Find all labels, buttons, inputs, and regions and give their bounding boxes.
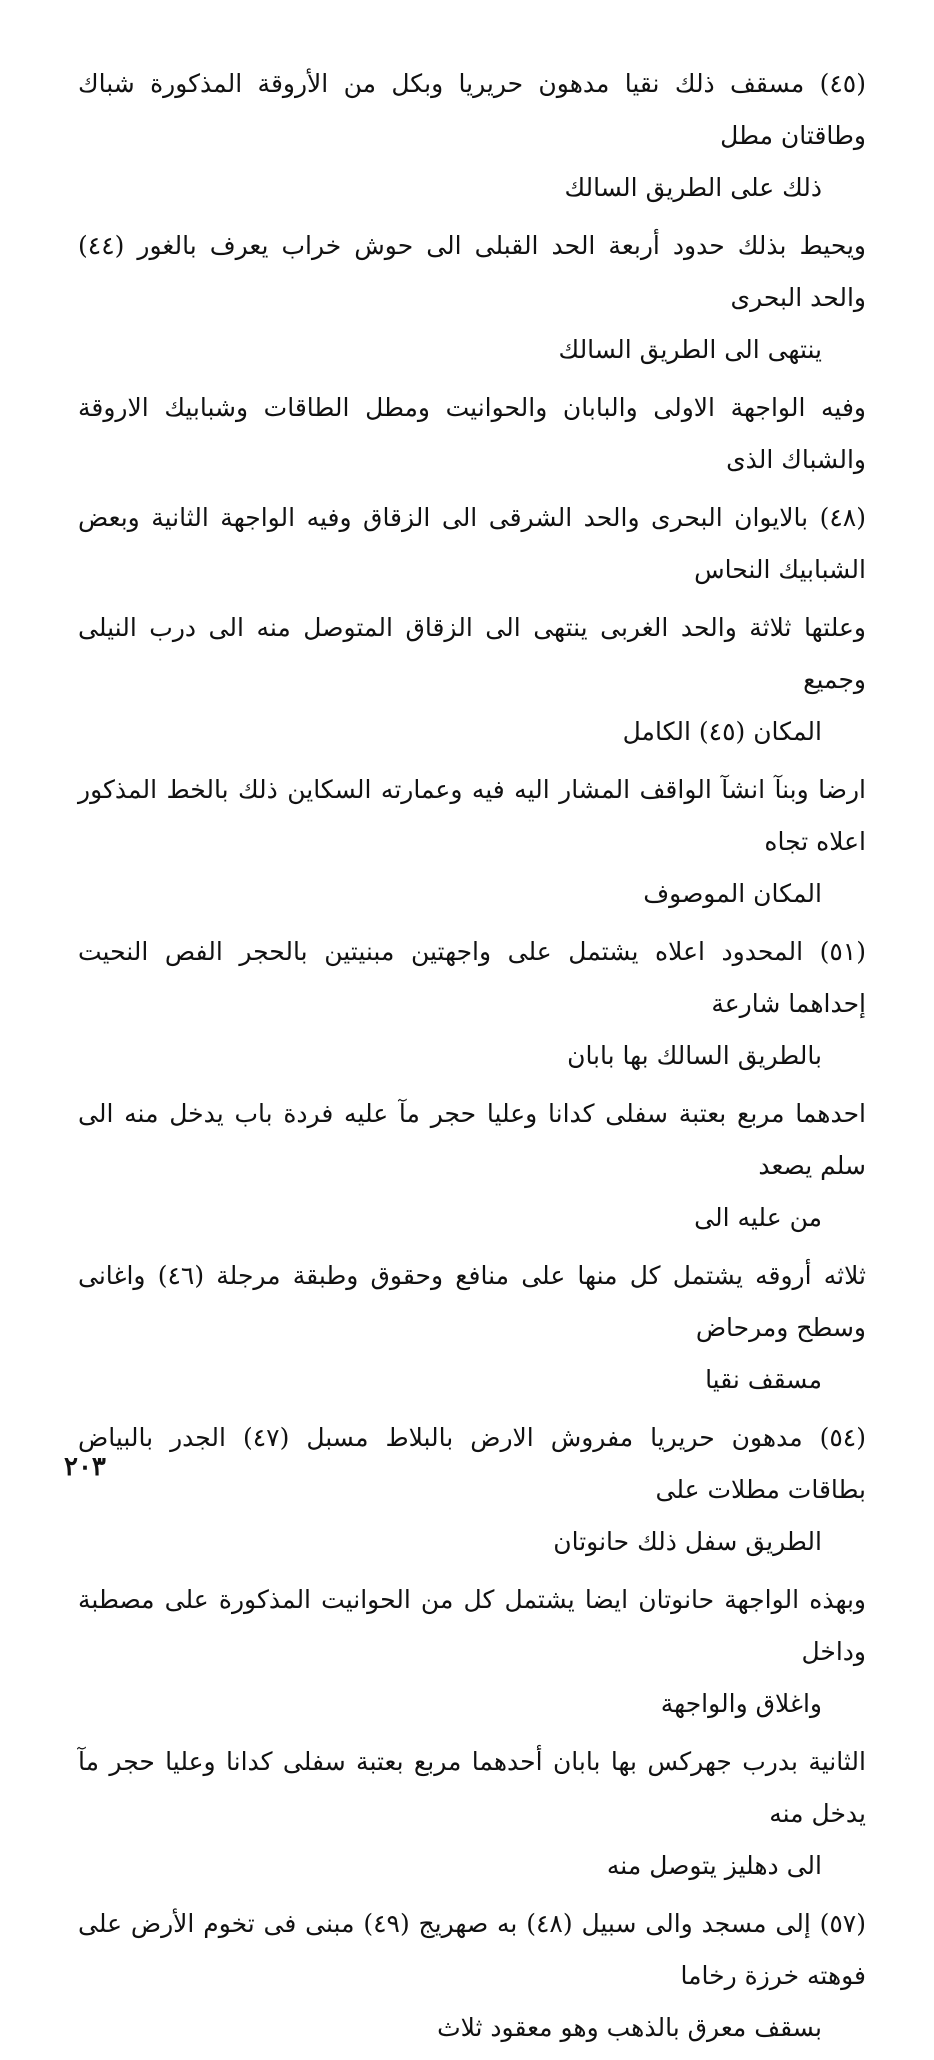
paragraph-13 bbox=[78, 1898, 866, 2054]
paragraph-line: ثلاثه أروقه يشتمل كل منها على منافع وحقوق وطبقة مرجلة (٤٦) واغانى وسطح ومرحاض bbox=[78, 1261, 866, 1342]
paragraph-1 bbox=[78, 58, 866, 214]
paragraph-continuation: بسقف معرق بالذهب وهو معقود ثلاث bbox=[437, 2013, 822, 2042]
paragraph-continuation: ذلك على الطريق السالك bbox=[564, 173, 822, 202]
paragraph-line: الثانية بدرب جهركس بها بابان أحدهما مربع بعتبة سفلى كدانا وعليا حجر مآ يدخل منه bbox=[78, 1747, 866, 1828]
paragraph-continuation: من عليه الى bbox=[694, 1203, 822, 1232]
paragraph-continuation: واغلاق والواجهة bbox=[660, 1689, 822, 1718]
paragraph-9 bbox=[78, 1250, 866, 1406]
paragraph-continuation: الى دهليز يتوصل منه bbox=[606, 1851, 822, 1880]
paragraph-line: (٥١) المحدود اعلاه يشتمل على واجهتين مبنيتين بالحجر الفص النحيت إحداهما شارعة bbox=[78, 937, 866, 1018]
paragraph-line: احدهما مربع بعتبة سفلى كدانا وعليا حجر مآ عليه فردة باب يدخل منه الى سلم يصعد bbox=[78, 1099, 866, 1180]
paragraph-continuation: ينتهى الى الطريق السالك bbox=[558, 335, 822, 364]
paragraph-5 bbox=[78, 602, 866, 758]
paragraph-continuation: المكان الموصوف bbox=[643, 879, 822, 908]
paragraph-continuation: بالطريق السالك بها بابان bbox=[567, 1041, 822, 1070]
paragraph-11 bbox=[78, 1574, 866, 1730]
paragraph-12 bbox=[78, 1736, 866, 1892]
paragraph-line: وبهذه الواجهة حانوتان ايضا يشتمل كل من الحوانيت المذكورة على مصطبة وداخل bbox=[78, 1585, 866, 1666]
paragraph-10 bbox=[78, 1412, 866, 1568]
paragraph-2 bbox=[78, 220, 866, 376]
paragraph-line: (٤٨) بالايوان البحرى والحد الشرقى الى الزقاق وفيه الواجهة الثانية وبعض الشبابيك النحاس bbox=[78, 503, 866, 584]
paragraph-7 bbox=[78, 926, 866, 1082]
paragraph-3 bbox=[78, 382, 866, 486]
paragraph-line: (٤٥) مسقف ذلك نقيا مدهون حريريا وبكل من الأروقة المذكورة شباك وطاقتان مطل bbox=[78, 69, 866, 150]
paragraph-continuation: المكان (٤٥) الكامل bbox=[622, 717, 822, 746]
paragraph-line: ارضا وبنآ انشآ الواقف المشار اليه فيه وعمارته السكاين ذلك بالخط المذكور اعلاه تجاه bbox=[78, 775, 866, 856]
paragraph-line: وفيه الواجهة الاولى والبابان والحوانيت ومطل الطاقات وشبابيك الاروقة والشباك الذى bbox=[78, 393, 866, 474]
paragraph-line: (٥٤) مدهون حريريا مفروش الارض بالبلاط مسبل (٤٧) الجدر بالبياض بطاقات مطلات على bbox=[78, 1423, 866, 1504]
paragraph-line: وعلتها ثلاثة والحد الغربى ينتهى الى الزقاق المتوصل منه الى درب النيلى وجميع bbox=[78, 613, 866, 694]
paragraph-6 bbox=[78, 764, 866, 920]
paragraph-8 bbox=[78, 1088, 866, 1244]
paragraph-4 bbox=[78, 492, 866, 596]
paragraph-continuation: مسقف نقيا bbox=[705, 1365, 822, 1394]
paragraph-line: (٥٧) إلى مسجد والى سبيل (٤٨) به صهريج (٤٩) مبنى فى تخوم الأرض على فوهته خرزة رخاما bbox=[78, 1909, 866, 1990]
paragraph-line: ويحيط بذلك حدود أربعة الحد القبلى الى حوش خراب يعرف بالغور (٤٤) والحد البحرى bbox=[78, 231, 866, 312]
text-body bbox=[78, 58, 866, 2060]
paragraph-continuation: الطريق سفل ذلك حانوتان bbox=[553, 1527, 822, 1556]
page-number: ٢٠٣ bbox=[64, 1452, 106, 1482]
